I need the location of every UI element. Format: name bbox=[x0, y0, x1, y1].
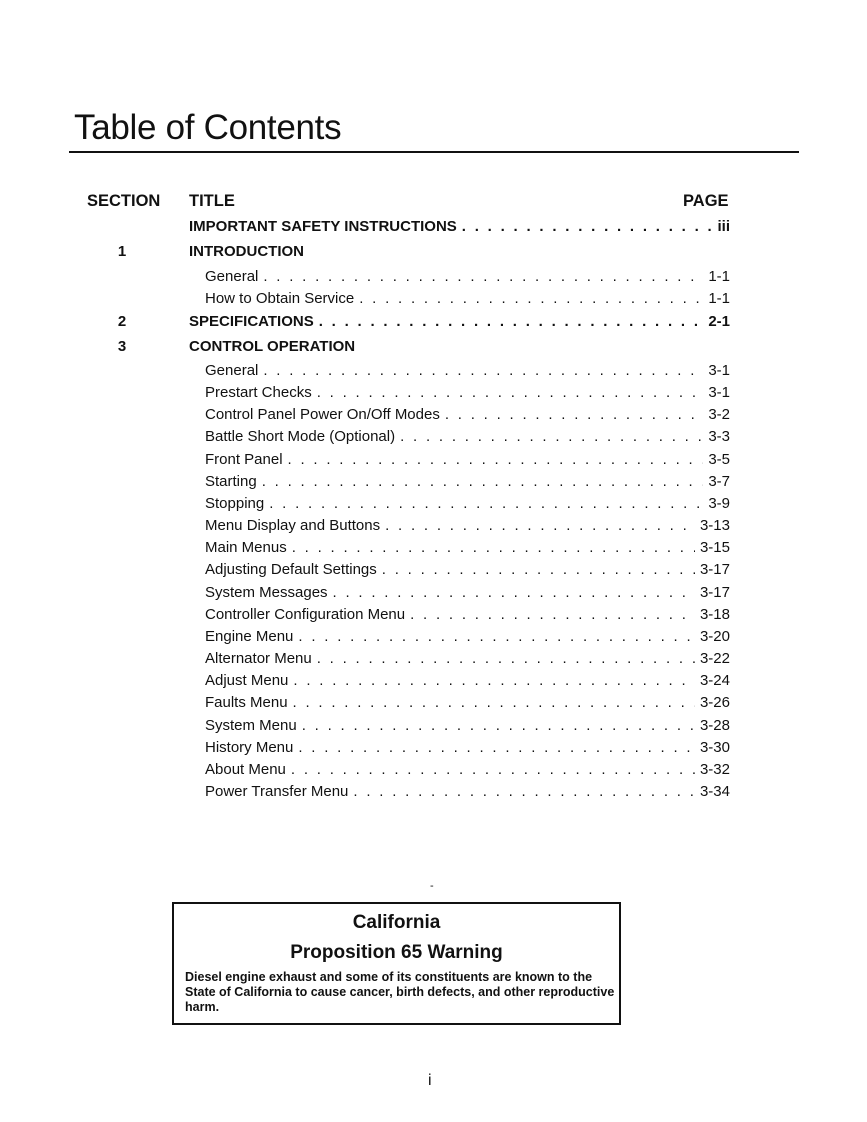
dot-leader bbox=[317, 650, 695, 668]
dot-leader bbox=[410, 606, 695, 624]
toc-entry[interactable] bbox=[205, 694, 730, 712]
toc-entry-title: Prestart Checks bbox=[205, 384, 312, 401]
toc-entry-page: 3-30 bbox=[699, 739, 730, 756]
toc-entry-page: 3-15 bbox=[699, 539, 730, 556]
dot-leader bbox=[298, 739, 695, 757]
toc-entry-safety-instructions[interactable] bbox=[189, 218, 730, 236]
dot-leader bbox=[353, 783, 695, 801]
dot-leader bbox=[263, 362, 703, 380]
toc-entry-page: 1-1 bbox=[708, 290, 730, 307]
toc-entry-page: 3-1 bbox=[708, 384, 730, 401]
toc-entry-page: 3-1 bbox=[708, 362, 730, 379]
toc-entry[interactable] bbox=[205, 362, 730, 380]
dot-leader bbox=[269, 495, 703, 513]
toc-entry-title: Front Panel bbox=[205, 451, 283, 468]
page-title: Table of Contents bbox=[74, 108, 342, 147]
section-title-introduction[interactable]: INTRODUCTION bbox=[189, 243, 304, 260]
toc-entry-page: 3-7 bbox=[708, 473, 730, 490]
toc-entry-page: 3-24 bbox=[699, 672, 730, 689]
toc-entry[interactable] bbox=[205, 290, 730, 308]
dot-leader bbox=[400, 428, 703, 446]
toc-entry-page: 3-2 bbox=[708, 406, 730, 423]
toc-entry-title: History Menu bbox=[205, 739, 294, 756]
toc-entry[interactable] bbox=[205, 739, 730, 757]
toc-entry[interactable] bbox=[205, 628, 730, 646]
toc-entry[interactable] bbox=[205, 451, 730, 469]
dot-leader bbox=[302, 717, 695, 735]
toc-entry[interactable] bbox=[205, 561, 730, 579]
toc-entry-title: Main Menus bbox=[205, 539, 287, 556]
dot-leader bbox=[359, 290, 703, 308]
dot-leader bbox=[333, 584, 695, 602]
toc-entry[interactable] bbox=[205, 783, 730, 801]
dot-leader bbox=[262, 473, 704, 491]
toc-entry-title: Starting bbox=[205, 473, 257, 490]
toc-entry-title: Adjusting Default Settings bbox=[205, 561, 377, 578]
toc-entry-title: Stopping bbox=[205, 495, 265, 512]
toc-entry[interactable] bbox=[205, 473, 730, 491]
warning-title: Proposition 65 Warning bbox=[290, 942, 503, 963]
toc-entry-title: IMPORTANT SAFETY INSTRUCTIONS bbox=[189, 218, 457, 235]
warning-title-state: California bbox=[352, 912, 441, 933]
section-column-header: SECTION bbox=[87, 192, 161, 210]
toc-entry-title: System Menu bbox=[205, 717, 297, 734]
toc-entry-page: 3-18 bbox=[699, 606, 730, 623]
toc-entry[interactable] bbox=[205, 539, 730, 557]
toc-entry-page: 3-3 bbox=[708, 428, 730, 445]
dot-leader bbox=[298, 628, 695, 646]
toc-entry-title: Engine Menu bbox=[205, 628, 294, 645]
toc-entry-specifications[interactable] bbox=[189, 313, 730, 331]
page-number: i bbox=[428, 1072, 432, 1089]
toc-entry-page: 3-17 bbox=[699, 561, 730, 578]
dot-leader bbox=[319, 313, 704, 331]
toc-entry-title: Menu Display and Buttons bbox=[205, 517, 381, 534]
toc-entry[interactable] bbox=[205, 517, 730, 535]
stray-mark: - bbox=[430, 880, 434, 892]
warning-text: Diesel engine exhaust and some of its constituents are known to the State of California to cause cancer, birth defects, and other reproductive harm. bbox=[185, 970, 615, 1014]
toc-entry-title: Control Panel Power On/Off Modes bbox=[205, 406, 440, 423]
toc-entry-page: 3-20 bbox=[699, 628, 730, 645]
dot-leader bbox=[385, 517, 695, 535]
toc-entry-page: 1-1 bbox=[708, 268, 730, 285]
toc-entry-title: Controller Configuration Menu bbox=[205, 606, 406, 623]
toc-entry-page: 3-9 bbox=[708, 495, 730, 512]
toc-entry[interactable] bbox=[205, 717, 730, 735]
dot-leader bbox=[317, 384, 704, 402]
toc-entry-page: 3-13 bbox=[699, 517, 730, 534]
title-divider bbox=[69, 151, 799, 153]
dot-leader bbox=[263, 268, 703, 286]
toc-entry[interactable] bbox=[205, 268, 730, 286]
toc-entry[interactable] bbox=[205, 584, 730, 602]
section-number: 2 bbox=[117, 313, 127, 330]
toc-entry-page: 3-34 bbox=[699, 783, 730, 800]
dot-leader bbox=[462, 218, 713, 236]
dot-leader bbox=[293, 694, 695, 712]
toc-entry[interactable] bbox=[205, 761, 730, 779]
section-number: 3 bbox=[117, 338, 127, 355]
toc-entry-page: iii bbox=[717, 218, 730, 235]
toc-entry-page: 3-28 bbox=[699, 717, 730, 734]
page-column-header: PAGE bbox=[683, 192, 729, 210]
toc-entry-title: How to Obtain Service bbox=[205, 290, 355, 307]
toc-entry[interactable] bbox=[205, 650, 730, 668]
dot-leader bbox=[445, 406, 703, 424]
toc-entry-title: About Menu bbox=[205, 761, 286, 778]
toc-entry[interactable] bbox=[205, 384, 730, 402]
toc-entry-title: General bbox=[205, 362, 259, 379]
toc-entry-page: 3-26 bbox=[699, 694, 730, 711]
toc-entry-title: Adjust Menu bbox=[205, 672, 289, 689]
toc-entry-title: Faults Menu bbox=[205, 694, 288, 711]
dot-leader bbox=[293, 672, 695, 690]
toc-entry-page: 3-5 bbox=[708, 451, 730, 468]
toc-entry[interactable] bbox=[205, 672, 730, 690]
prop65-warning-box bbox=[172, 902, 621, 1025]
section-title-control-operation[interactable]: CONTROL OPERATION bbox=[189, 338, 356, 355]
toc-entry-page: 3-22 bbox=[699, 650, 730, 667]
toc-entry-title: Power Transfer Menu bbox=[205, 783, 349, 800]
section-number: 1 bbox=[117, 243, 127, 260]
toc-entry[interactable] bbox=[205, 406, 730, 424]
toc-entry[interactable] bbox=[205, 428, 730, 446]
dot-leader bbox=[288, 451, 704, 469]
toc-entry[interactable] bbox=[205, 606, 730, 624]
dot-leader bbox=[292, 539, 695, 557]
dot-leader bbox=[382, 561, 695, 579]
toc-entry-page: 3-17 bbox=[699, 584, 730, 601]
toc-entry-title: General bbox=[205, 268, 259, 285]
toc-entry-title: System Messages bbox=[205, 584, 328, 601]
toc-entry[interactable] bbox=[205, 495, 730, 513]
toc-entry-title: Battle Short Mode (Optional) bbox=[205, 428, 396, 445]
toc-entry-page: 3-32 bbox=[699, 761, 730, 778]
toc-entry-title: SPECIFICATIONS bbox=[189, 313, 314, 330]
title-column-header: TITLE bbox=[189, 192, 235, 210]
dot-leader bbox=[291, 761, 695, 779]
toc-entry-page: 2-1 bbox=[708, 313, 730, 330]
toc-entry-title: Alternator Menu bbox=[205, 650, 312, 667]
